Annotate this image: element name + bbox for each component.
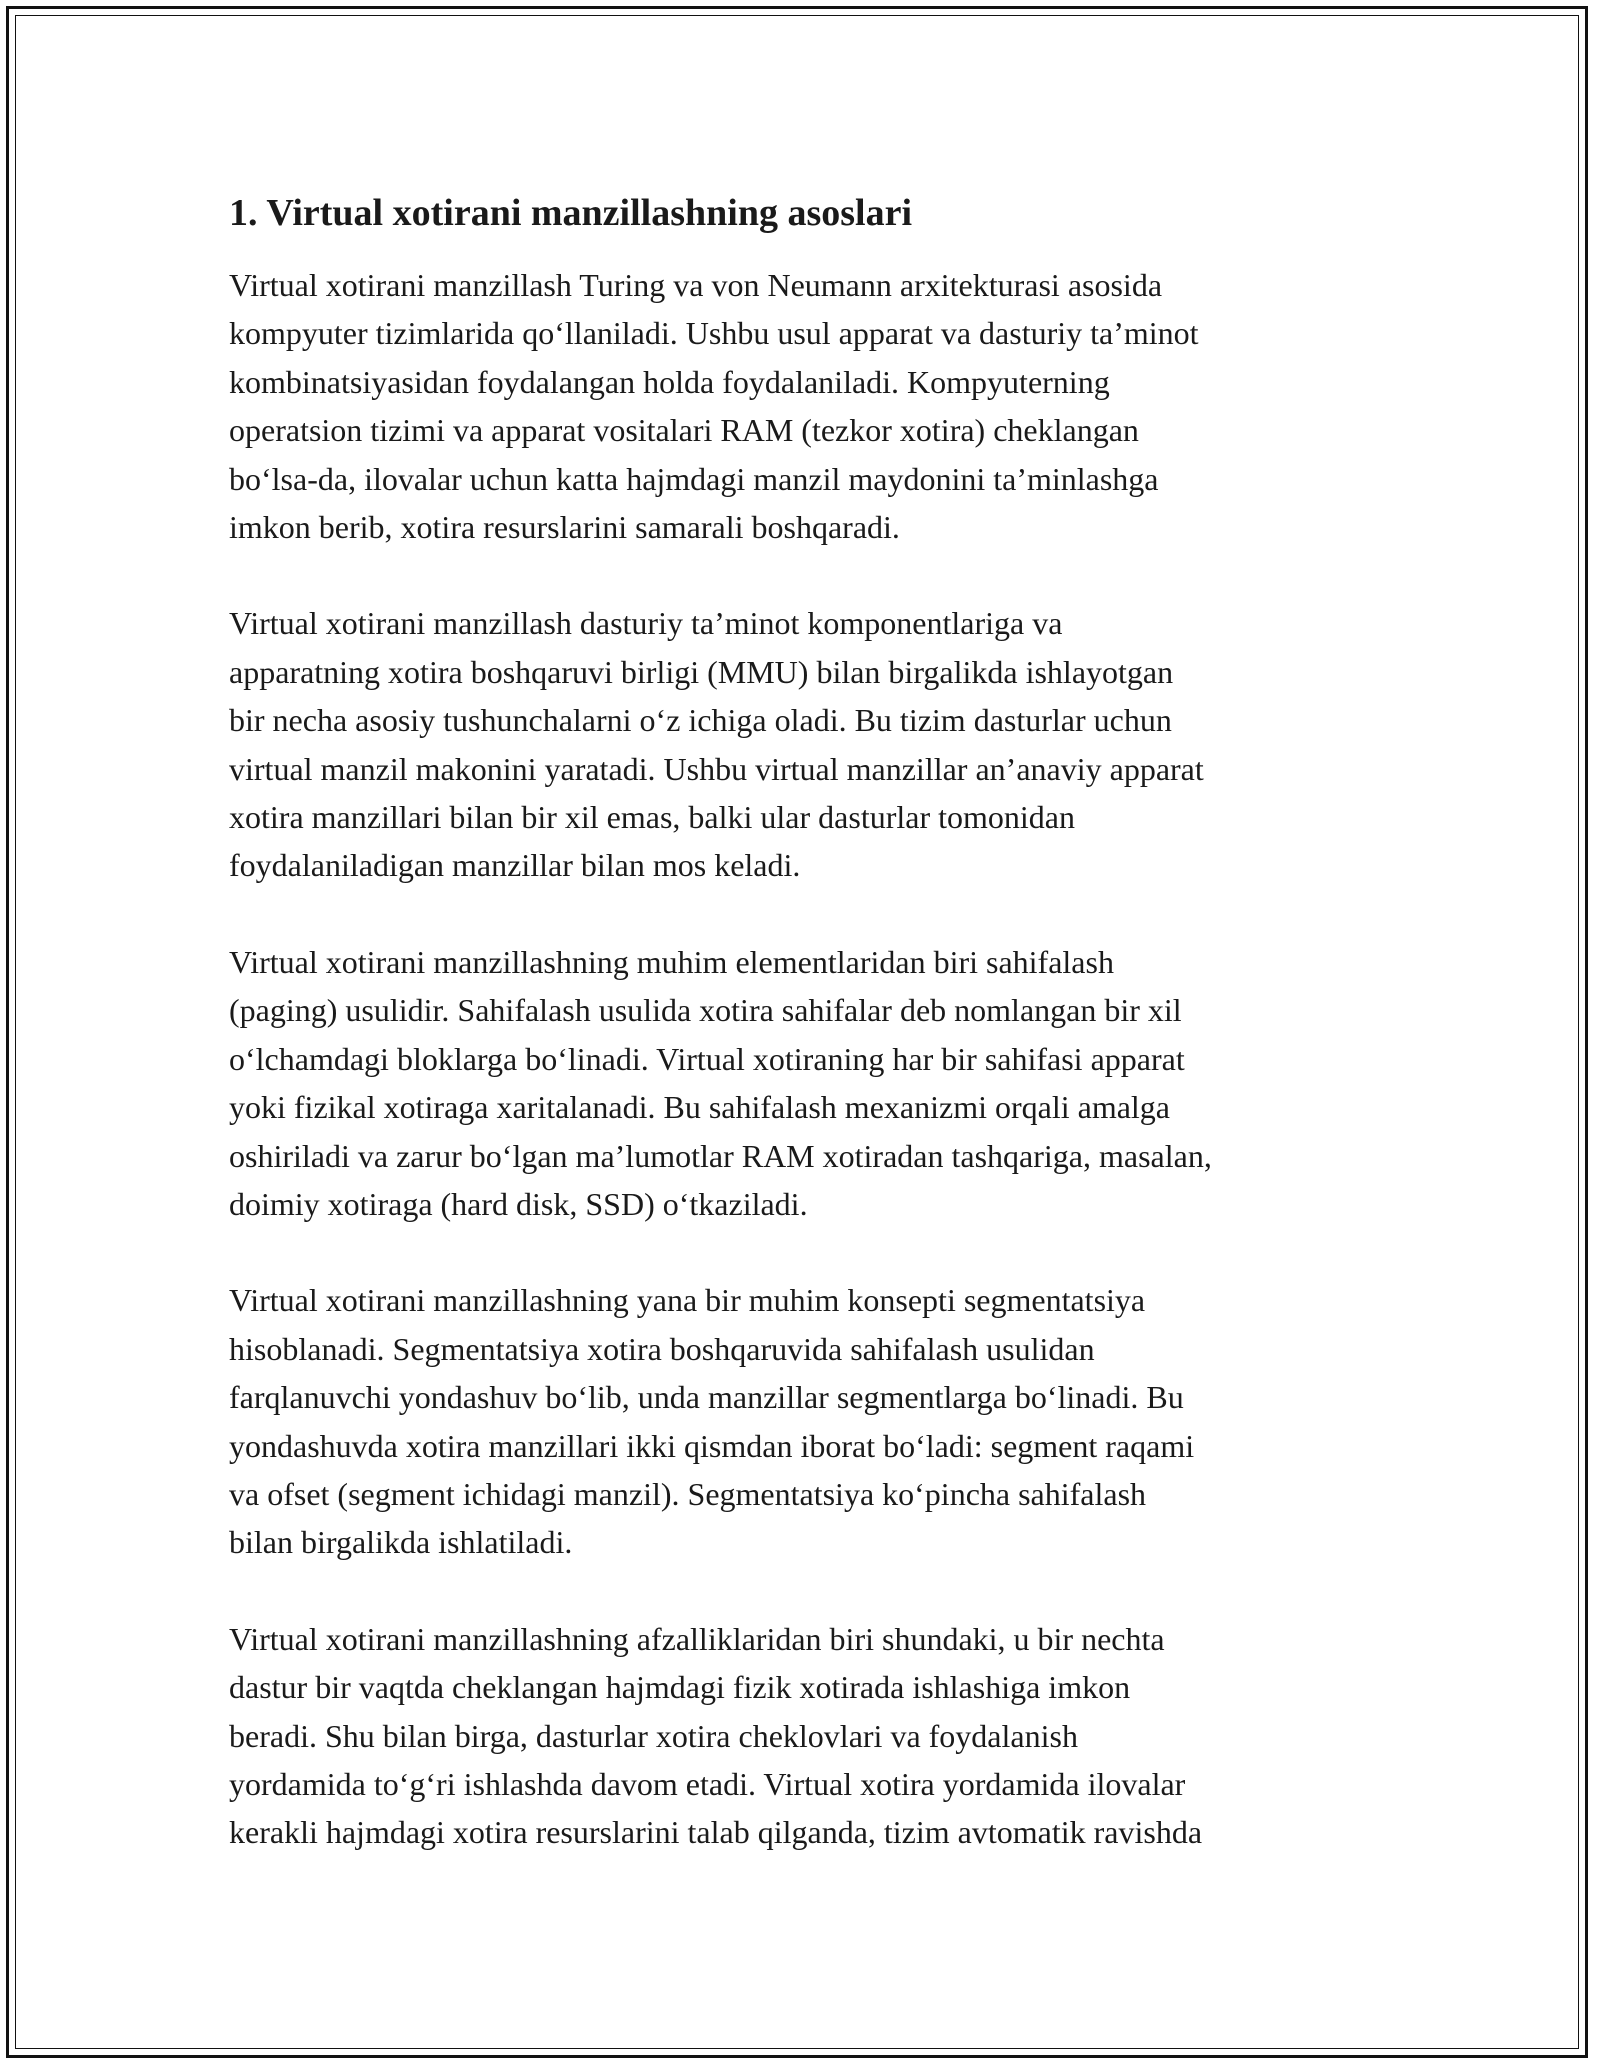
paragraph-4 [229, 1276, 1419, 1566]
text-line: imkon berib, xotira resurslarini samarali boshqaradi. [229, 509, 900, 546]
text-line: apparatning xotira boshqaruvi birligi (MMU) bilan birgalikda ishlayotgan [229, 653, 1174, 690]
text-line: bir necha asosiy tushunchalarni o‘z ichiga oladi. Bu tizim dasturlar uchun [229, 702, 1172, 739]
text-line: kerakli hajmdagi xotira resurslarini talab qilganda, tizim avtomatik ravishda [229, 1814, 1203, 1851]
text-line: xotira manzillari bilan bir xil emas, balki ular dasturlar tomonidan [229, 799, 1075, 836]
text-line: bilan birgalikda ishlatiladi. [229, 1524, 573, 1561]
text-line: oshiriladi va zarur bo‘lgan ma’lumotlar RAM xotiradan tashqariga, masalan, [229, 1137, 1212, 1174]
paragraph-5 [229, 1615, 1419, 1857]
text-line: operatsion tizimi va apparat vositalari RAM (tezkor xotira) cheklangan [229, 412, 1139, 449]
paragraph-1 [229, 261, 1419, 551]
text-line: Virtual xotirani manzillash dasturiy ta’minot komponentlariga va [229, 605, 1063, 642]
paragraph-2 [229, 599, 1419, 889]
text-line: Virtual xotirani manzillashning yana bir muhim konsepti segmentatsiya [229, 1282, 1146, 1319]
text-line: Virtual xotirani manzillashning muhim elementlaridan biri sahifalash [229, 943, 1114, 980]
text-line: yordamida to‘g‘ri ishlashda davom etadi. Virtual xotira yordamida ilovalar [229, 1765, 1186, 1802]
text-line: yoki fizikal xotiraga xaritalanadi. Bu sahifalash mexanizmi orqali amalga [229, 1089, 1170, 1126]
text-line: (paging) usulidir. Sahifalash usulida xotira sahifalar deb nomlangan bir xil [229, 992, 1182, 1029]
text-line: kompyuter tizimlarida qo‘llaniladi. Ushbu usul apparat va dasturiy ta’minot [229, 315, 1199, 352]
text-line: hisoblanadi. Segmentatsiya xotira boshqaruvida sahifalash usulidan [229, 1330, 1095, 1367]
text-line: va ofset (segment ichidagi manzil). Segmentatsiya ko‘pincha sahifalash [229, 1475, 1147, 1512]
text-line: dastur bir vaqtda cheklangan hajmdagi fizik xotirada ishlashiga imkon [229, 1669, 1131, 1706]
text-line: farqlanuvchi yondashuv bo‘lib, unda manzillar segmentlarga bo‘linadi. Bu [229, 1379, 1184, 1416]
document-body [229, 185, 1419, 1905]
text-line: yondashuvda xotira manzillari ikki qismdan iborat bo‘ladi: segment raqami [229, 1427, 1195, 1464]
text-line: doimiy xotiraga (hard disk, SSD) o‘tkaziladi. [229, 1185, 808, 1222]
section-heading: 1. Virtual xotirani manzillashning asoslari [229, 192, 913, 234]
text-line: o‘lchamdagi bloklarga bo‘linadi. Virtual xotiraning har bir sahifasi apparat [229, 1040, 1185, 1077]
text-line: bo‘lsa-da, ilovalar uchun katta hajmdagi manzil maydonini ta’minlashga [229, 460, 1159, 497]
text-line: virtual manzil makonini yaratadi. Ushbu virtual manzillar an’anaviy apparat [229, 750, 1204, 787]
text-line: kombinatsiyasidan foydalangan holda foydalaniladi. Kompyuterning [229, 363, 1110, 400]
text-line: Virtual xotirani manzillash Turing va von Neumann arxitekturasi asosida [229, 267, 1163, 303]
paragraph-3 [229, 938, 1419, 1228]
text-line: Virtual xotirani manzillashning afzalliklaridan biri shundaki, u bir nechta [229, 1620, 1165, 1657]
text-line: beradi. Shu bilan birga, dasturlar xotira cheklovlari va foydalanish [229, 1717, 1078, 1754]
text-line: foydalaniladigan manzillar bilan mos keladi. [229, 847, 801, 884]
